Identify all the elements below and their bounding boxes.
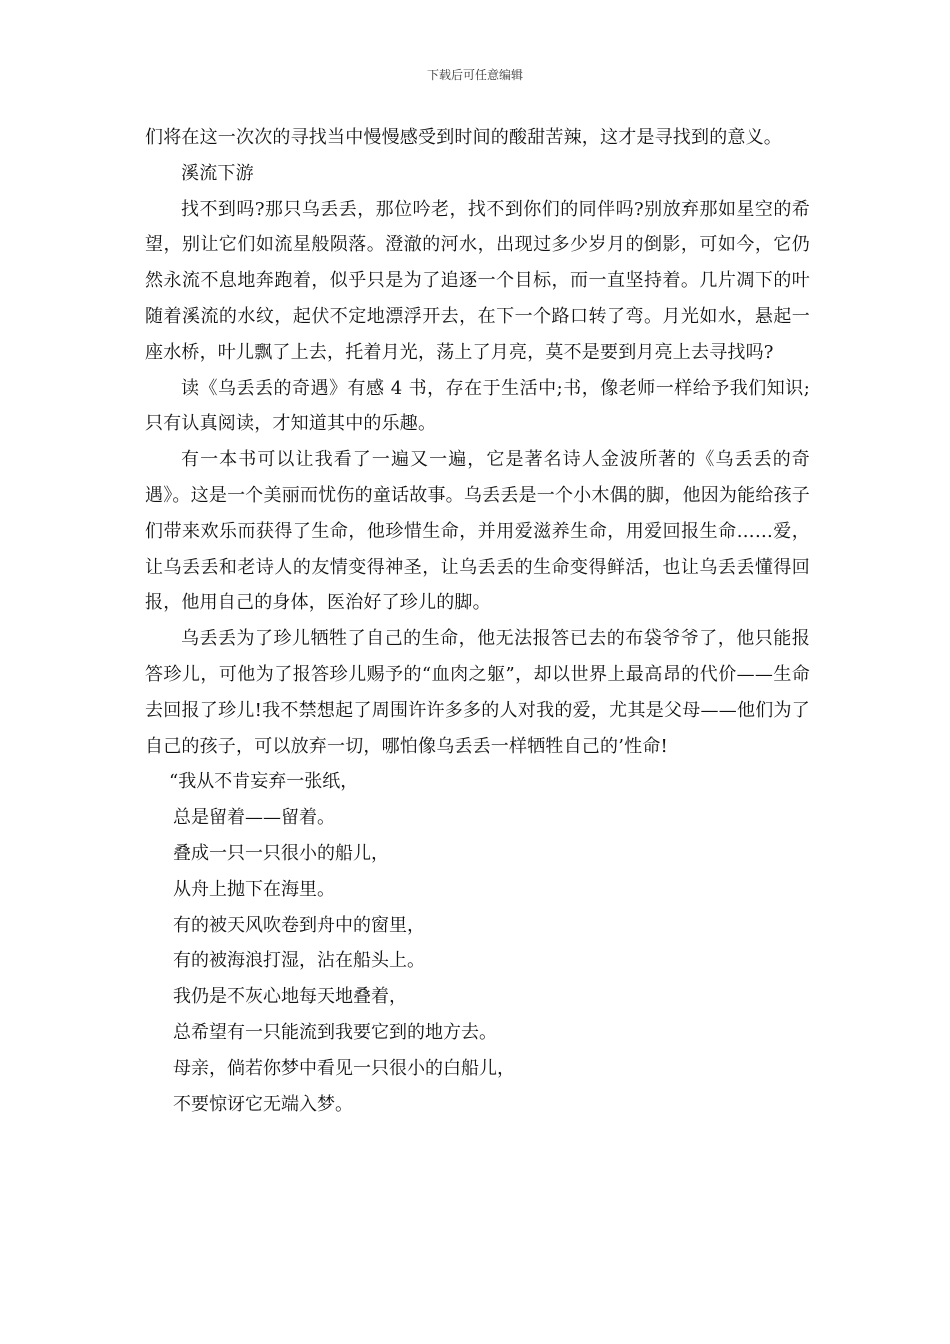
paragraph: 有一本书可以让我看了一遍又一遍，它是著名诗人金波所著的《乌丢丢的奇遇》。这是一个美丽而忧伤的童话故事。乌丢丢是一个小木偶的脚，他因为能给孩子们带来欢乐而获得了生命，他珍惜生命，并用爱滋养生命，用爱回报生命……爱，让乌丢丢和老诗人的友情变得神圣，让乌丢丢的生命变得鲜活，也让乌丢丢懂得回报，他用自己的身体，医治好了珍儿的脚。 [145, 449, 810, 614]
poem-line: 总是留着——留着。 [173, 807, 335, 829]
poem-line: 有的被天风吹卷到舟中的窗里， [173, 914, 425, 936]
poem-line: 母亲，倘若你梦中看见一只很小的白船儿， [173, 1057, 515, 1079]
poem-line: 总希望有一只能流到我要它到的地方去。 [173, 1021, 497, 1043]
section-heading: 溪流下游 [181, 162, 254, 184]
document-body [145, 120, 810, 1122]
paragraph: 读《乌丢丢的奇遇》有感 4 书，存在于生活中;书，像老师一样给予我们知识;只有认真阅读，才知道其中的乐趣。 [145, 377, 810, 435]
paragraph: 乌丢丢为了珍儿牺牲了自己的生命，他无法报答已去的布袋爷爷了，他只能报答珍儿，可他为了报答珍儿赐予的“血肉之躯”，却以世界上最高昂的代价——生命去回报了珍儿!我不禁想起了周围许许多多的人对我的爱，尤其是父母——他们为了自己的孩子，可以放弃一切，哪怕像乌丢丢一样牺牲自己的’性命! [145, 628, 810, 757]
paragraph: 找不到吗?那只乌丢丢，那位吟老，找不到你们的同伴吗?别放弃那如星空的希望，别让它们如流星般陨落。澄澈的河水，出现过多少岁月的倒影，可如今，它仍然永流不息地奔跑着，似乎只是为了追逐一个目标，而一直坚持着。几片凋下的叶随着溪流的水纹，起伏不定地漂浮开去，在下一个路口转了弯。月光如水，悬起一座水桥，叶儿飘了上去，托着月光，荡上了月亮，莫不是要到月亮上去寻找吗? [145, 198, 810, 363]
poem-line: “我从不肯妄弃一张纸， [169, 771, 359, 793]
poem-line: 不要惊讶它无端入梦。 [173, 1093, 353, 1115]
poem-line: 从舟上抛下在海里。 [173, 878, 335, 900]
poem-line: 我仍是不灰心地每天地叠着， [173, 986, 407, 1008]
page-header: 下载后可任意编辑 [426, 68, 523, 82]
poem [145, 764, 810, 1122]
poem-line: 有的被海浪打湿，沾在船头上。 [173, 950, 425, 972]
paragraph-continuation: 们将在这一次次的寻找当中慢慢感受到时间的酸甜苦辣，这才是寻找到的意义。 [145, 127, 782, 148]
poem-line: 叠成一只一只很小的船儿， [173, 842, 389, 864]
